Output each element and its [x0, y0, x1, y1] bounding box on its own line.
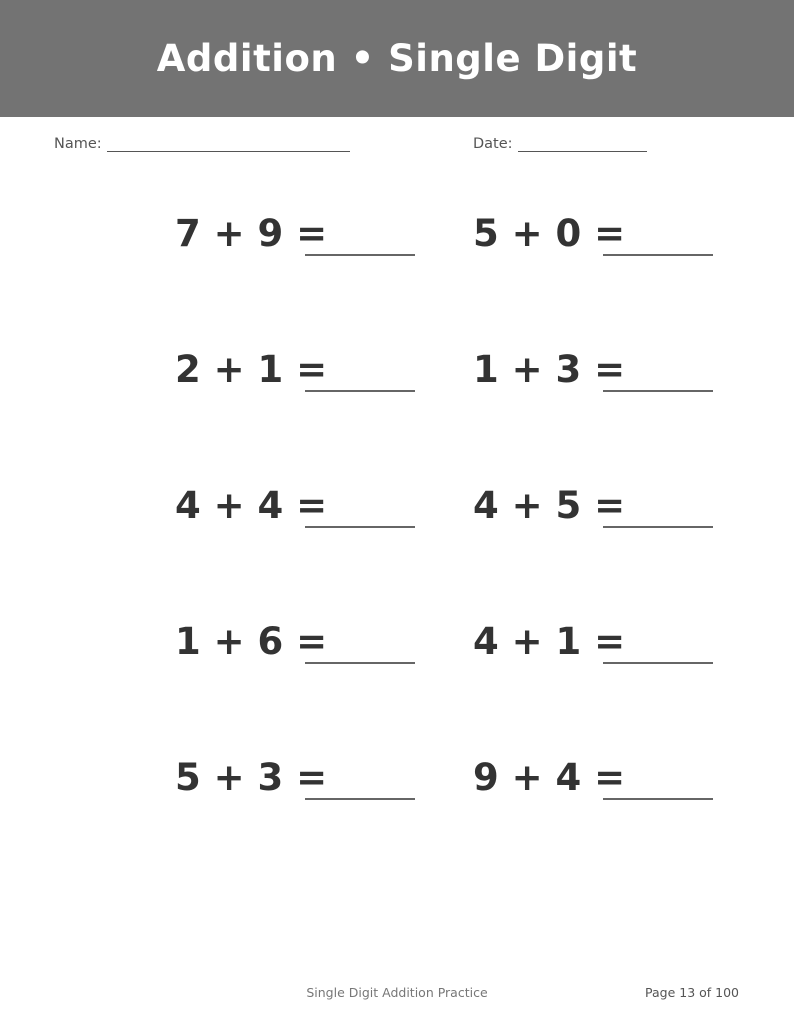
problem-4 [473, 348, 625, 391]
date-blank-line[interactable] [518, 136, 647, 152]
answer-blank-1[interactable] [305, 254, 415, 256]
answer-blank-5[interactable] [305, 526, 415, 528]
problem-1 [175, 212, 327, 255]
header-banner [0, 0, 794, 117]
problem-3 [175, 348, 327, 391]
name-field [54, 136, 350, 152]
date-label: Date: [473, 136, 513, 152]
problem-expression: 2 + 1 = [175, 348, 328, 391]
problem-8 [473, 620, 625, 663]
answer-blank-2[interactable] [603, 254, 713, 256]
name-blank-line[interactable] [107, 136, 350, 152]
date-field [473, 136, 647, 152]
problem-expression: 1 + 6 = [175, 620, 328, 663]
problem-5 [175, 484, 327, 527]
problem-expression: 4 + 5 = [473, 484, 626, 527]
problem-expression: 4 + 4 = [175, 484, 328, 527]
problem-expression: 5 + 3 = [175, 756, 328, 799]
answer-blank-7[interactable] [305, 662, 415, 664]
problem-10 [473, 756, 625, 799]
problem-2 [473, 212, 625, 255]
answer-blank-4[interactable] [603, 390, 713, 392]
footer-title: Single Digit Addition Practice [306, 985, 488, 1000]
problem-expression: 1 + 3 = [473, 348, 626, 391]
problem-6 [473, 484, 625, 527]
answer-blank-8[interactable] [603, 662, 713, 664]
name-label: Name: [54, 136, 102, 152]
answer-blank-3[interactable] [305, 390, 415, 392]
answer-blank-9[interactable] [305, 798, 415, 800]
problem-expression: 7 + 9 = [175, 212, 328, 255]
page-number: Page 13 of 100 [645, 985, 739, 1000]
problem-expression: 5 + 0 = [473, 212, 626, 255]
problem-7 [175, 620, 327, 663]
problem-9 [175, 756, 327, 799]
problem-expression: 9 + 4 = [473, 756, 626, 799]
problem-expression: 4 + 1 = [473, 620, 626, 663]
answer-blank-6[interactable] [603, 526, 713, 528]
answer-blank-10[interactable] [603, 798, 713, 800]
page-title: Addition • Single Digit [156, 37, 638, 80]
